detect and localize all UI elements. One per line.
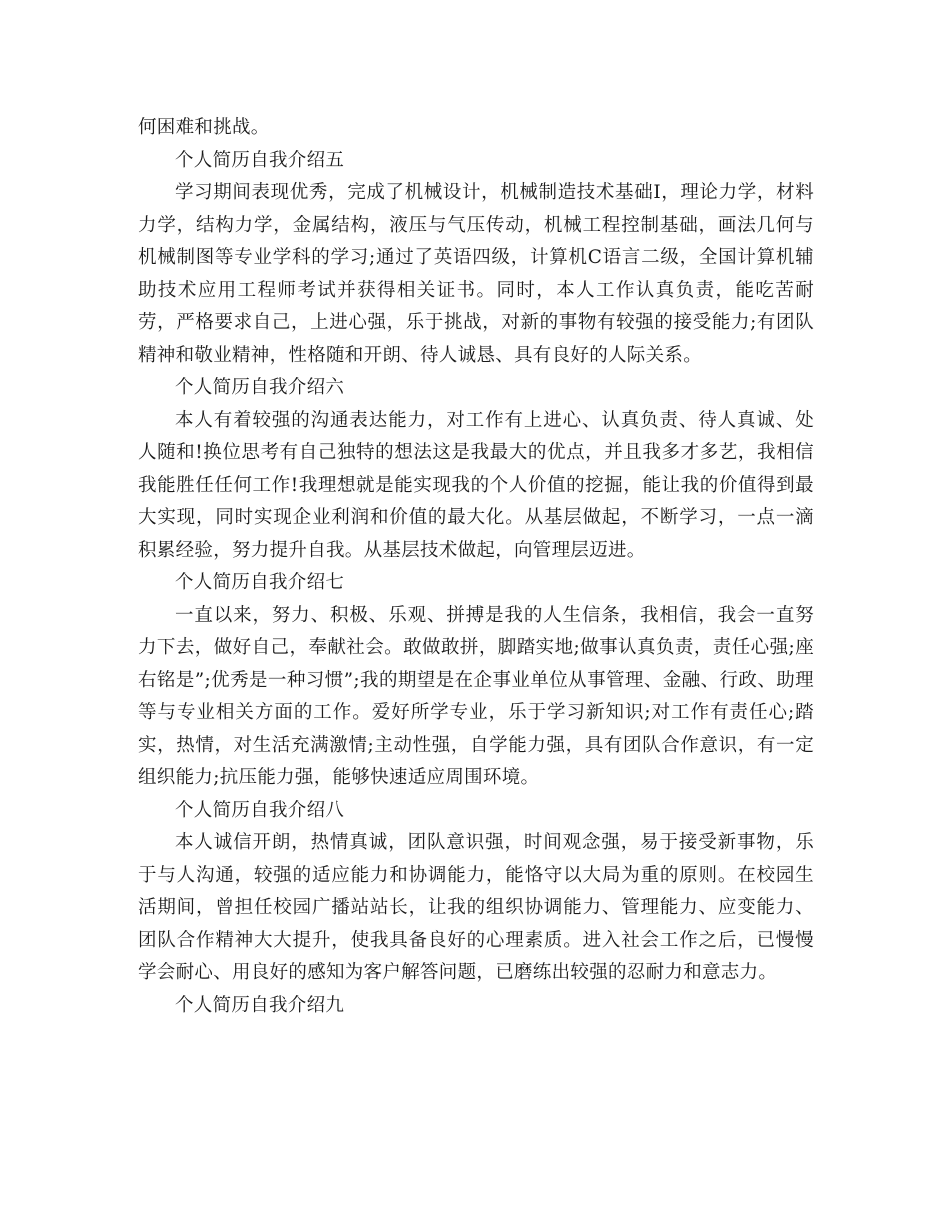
document-body (138, 112, 814, 1022)
section-heading-7: 个人简历自我介绍七 (175, 572, 345, 593)
paragraph-intro-6: 本人有着较强的沟通表达能力，对工作有上进心、认真负责、待人真诚、处人随和!换位思考有自己独特的想法这是我最大的优点，并且我多才多艺，我相信我能胜任任何工作!我理想就是能实现我的个人价值的挖掘，能让我的价值得到最大实现，同时实现企业利润和价值的最大化。从基层做起，不断学习，一点一滴积累经验，努力提升自我。从基层技术做起，向管理层迈进。 (138, 409, 814, 561)
paragraph-intro-8: 本人诚信开朗，热情真诚，团队意识强，时间观念强，易于接受新事物，乐于与人沟通，较强的适应能力和协调能力，能恪守以大局为重的原则。在校园生活期间，曾担任校园广播站站长，让我的组织协调能力、管理能力、应变能力、团队合作精神大大提升，使我具备良好的心理素质。进入社会工作之后，已慢慢学会耐心、用良好的感知为客户解答问题，已磨练出较强的忍耐力和意志力。 (138, 832, 814, 983)
paragraph-intro-7: 一直以来，努力、积极、乐观、拼搏是我的人生信条，我相信，我会一直努力下去，做好自己，奉献社会。敢做敢拼，脚踏实地;做事认真负责，责任心强;座右铭是”;优秀是一种习惯”;我的期望是在企事业单位从事管理、金融、行政、助理等与专业相关方面的工作。爱好所学专业，乐于学习新知识;对工作有责任心;踏实，热情，对生活充满激情;主动性强，自学能力强，具有团队合作意识，有一定组织能力;抗压能力强，能够快速适应周围环境。 (138, 604, 814, 788)
section-heading-6: 个人简历自我介绍六 (175, 377, 345, 398)
section-heading-9: 个人简历自我介绍九 (175, 994, 345, 1016)
section-heading-8: 个人简历自我介绍八 (175, 799, 345, 821)
paragraph-intro-5: 学习期间表现优秀，完成了机械设计，机械制造技术基础Ⅰ，理论力学，材料力学，结构力学，金属结构，液压与气压传动，机械工程控制基础，画法几何与机械制图等专业学科的学习;通过了英语四级，计算机C语言二级，全国计算机辅助技术应用工程师考试并获得相关证书。同时，本人工作认真负责，能吃苦耐劳，严格要求自己，上进心强，乐于挑战，对新的事物有较强的接受能力;有团队精神和敬业精神，性格随和开朗、待人诚恳、具有良好的人际关系。 (138, 182, 814, 366)
section-heading-5: 个人简历自我介绍五 (175, 149, 345, 171)
paragraph-continuation: 何困难和挑战。 (138, 117, 270, 138)
